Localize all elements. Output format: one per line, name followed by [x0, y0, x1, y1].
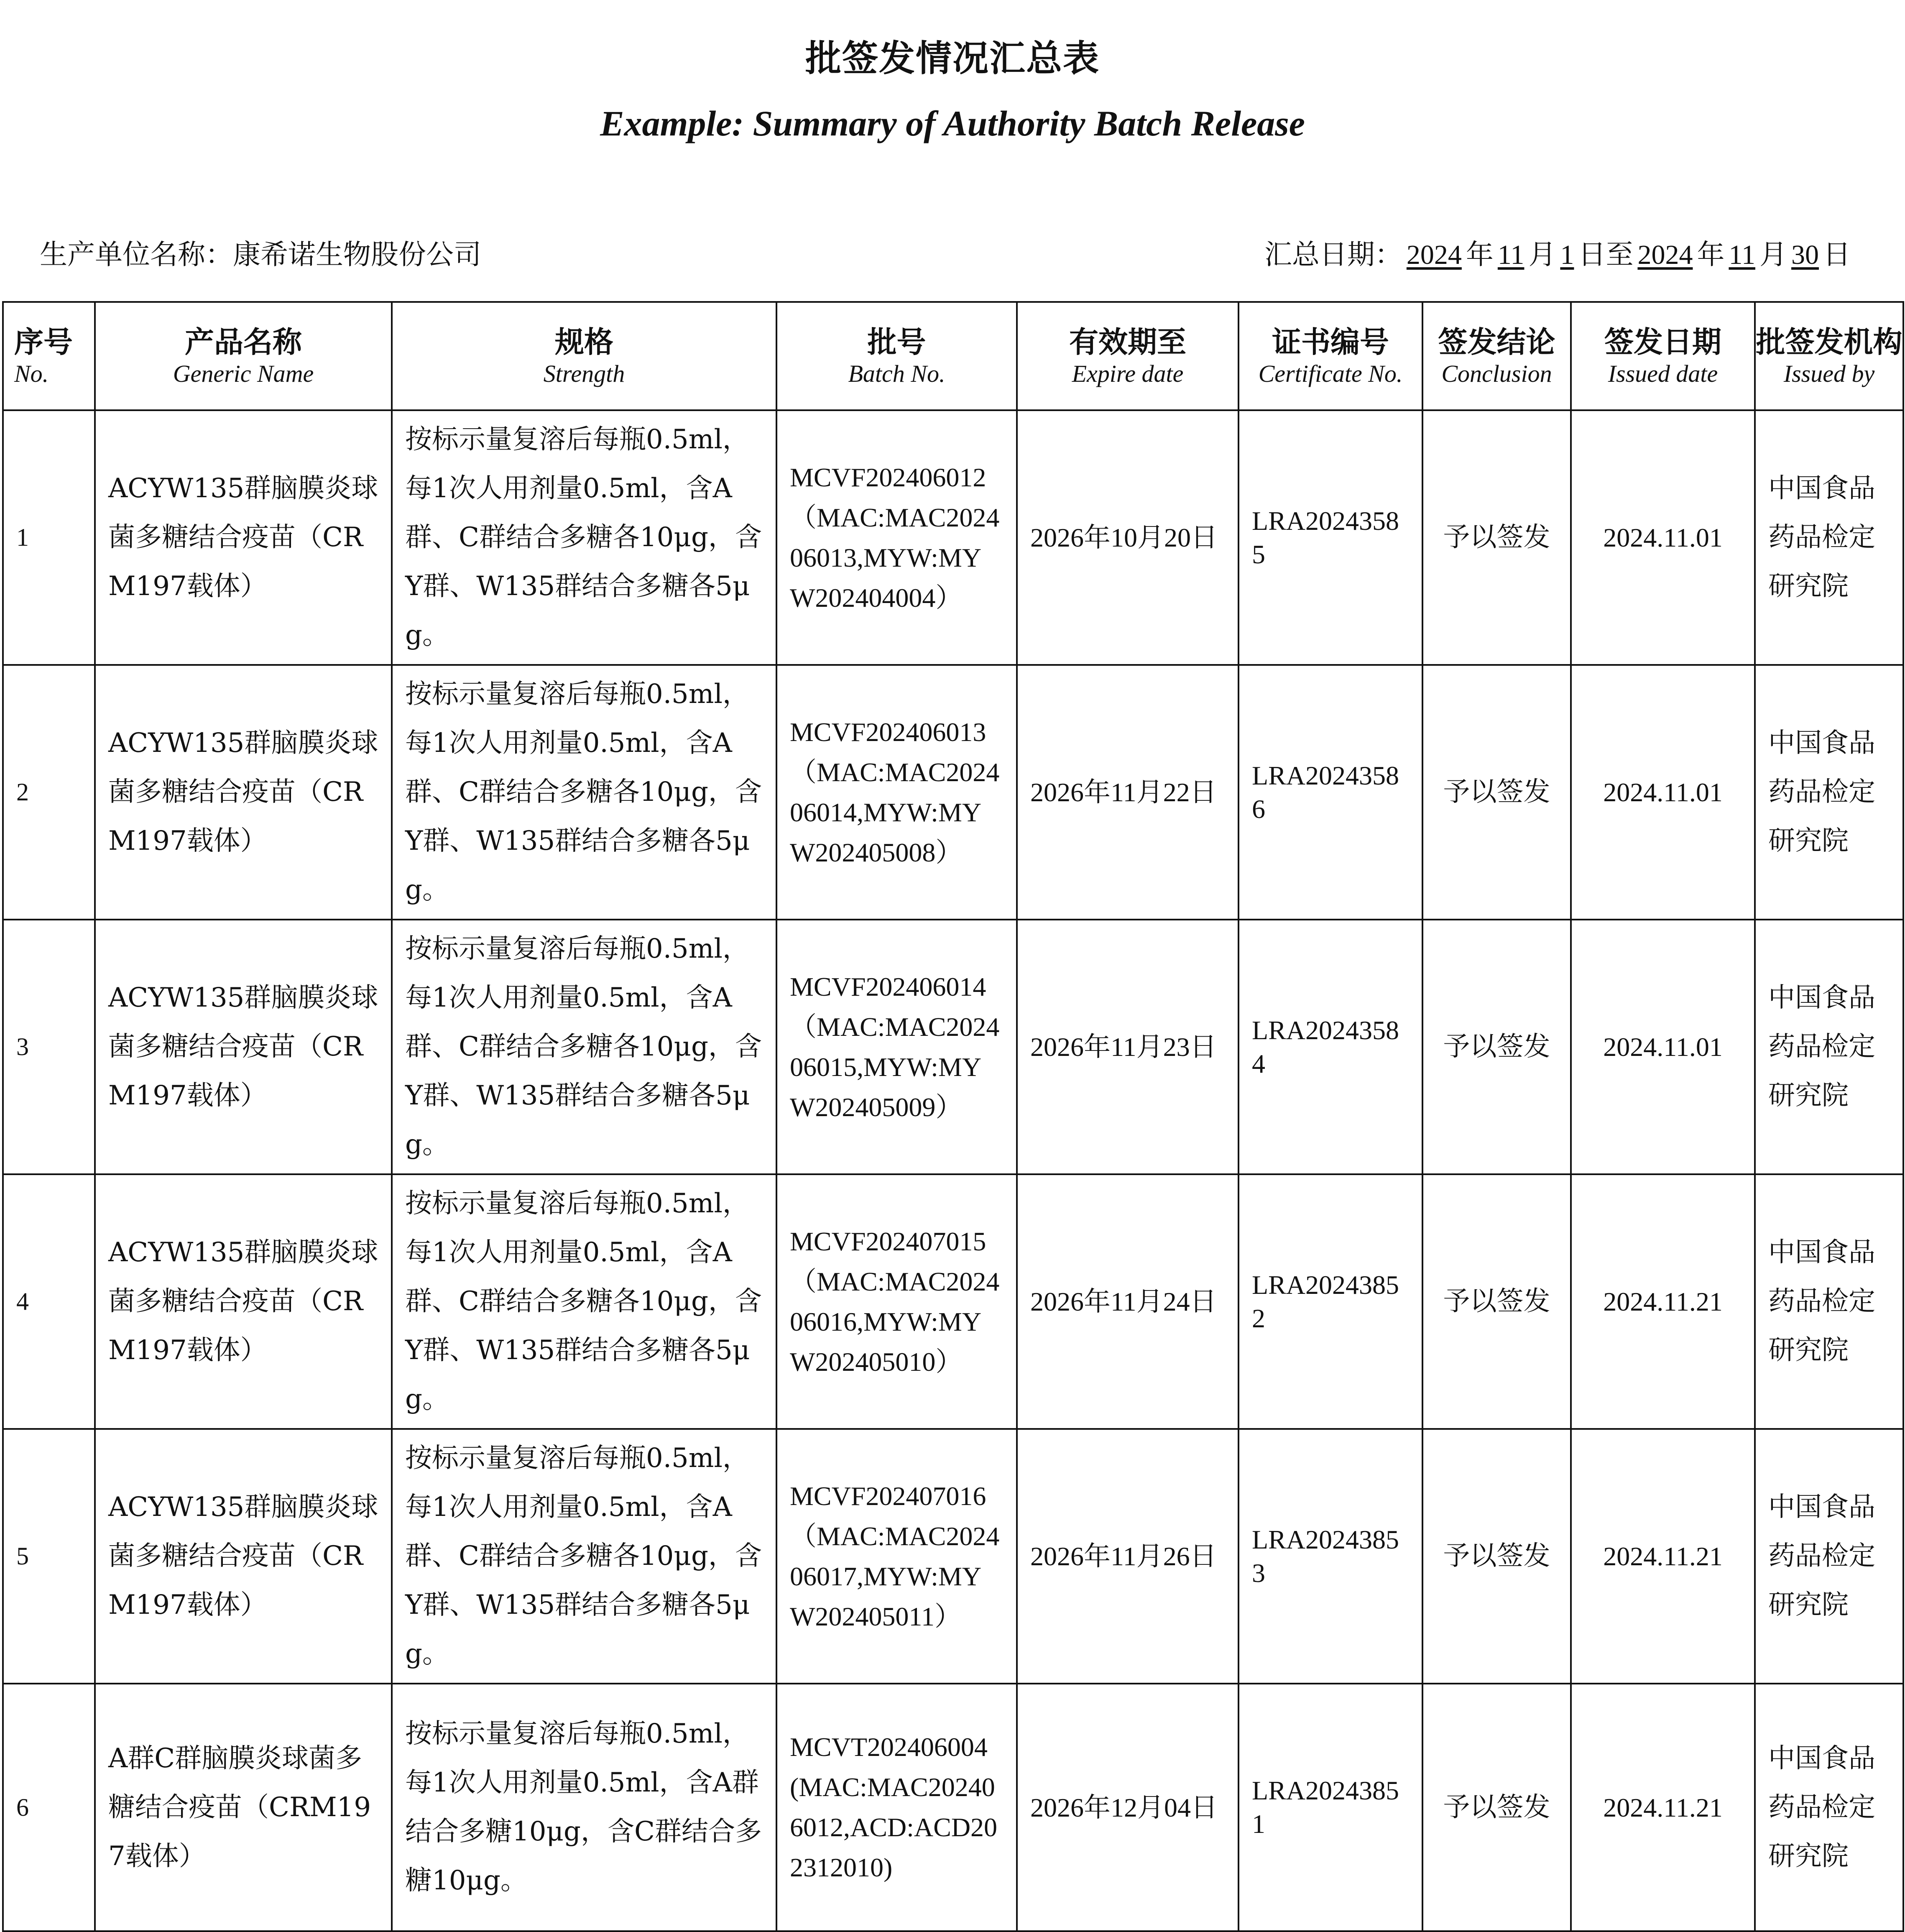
- column-header-strength: [392, 302, 776, 410]
- column-header-en: Issued date: [1608, 360, 1718, 387]
- cell-strength: 按标示量复溶后每瓶0.5ml，每1次人用剂量0.5ml，含A群、C群结合多糖各10μg，含Y群、W135群结合多糖各5μg。: [392, 665, 776, 920]
- year-char: 年: [1466, 238, 1494, 271]
- column-header-zh: 序号: [14, 324, 73, 359]
- column-header-zh: 产品名称: [185, 324, 302, 359]
- cell-issued: 2024.11.21: [1571, 1684, 1755, 1931]
- batch-release-table: [2, 301, 1904, 1932]
- cell-cert: LRA20243585: [1239, 410, 1422, 665]
- column-header-zh: 批签发机构: [1756, 324, 1902, 359]
- cell-no: 6: [3, 1684, 95, 1931]
- cell-strength: 按标示量复溶后每瓶0.5ml，每1次人用剂量0.5ml，含A群、C群结合多糖各10μg，含Y群、W135群结合多糖各5μg。: [392, 1429, 776, 1684]
- column-header-zh: 规格: [555, 324, 613, 359]
- column-header-conclusion: [1422, 302, 1571, 410]
- cell-org: 中国食品药品检定研究院: [1755, 665, 1903, 920]
- cell-conclusion: 予以签发: [1422, 1684, 1571, 1931]
- cell-strength: 按标示量复溶后每瓶0.5ml，每1次人用剂量0.5ml，含A群、C群结合多糖各10μg，含Y群、W135群结合多糖各5μg。: [392, 920, 776, 1174]
- table-row: [3, 920, 1903, 1174]
- day-char: 日: [1823, 238, 1851, 271]
- year-char: 年: [1697, 238, 1725, 271]
- table-row: [3, 410, 1903, 665]
- table-header-row: [3, 302, 1903, 410]
- cell-no: 1: [3, 410, 95, 665]
- document-subtitle: Example: Summary of Authority Batch Release: [600, 103, 1305, 143]
- cell-name: ACYW135群脑膜炎球菌多糖结合疫苗（CRM197载体）: [95, 410, 392, 665]
- column-header-en: Issued by: [1783, 360, 1875, 387]
- cell-batch: MCVF202406014（MAC:MAC202406015,MYW:MYW202405009）: [776, 920, 1017, 1174]
- cell-issued: 2024.11.21: [1571, 1174, 1755, 1429]
- cell-org: 中国食品药品检定研究院: [1755, 410, 1903, 665]
- producer-line: [40, 232, 481, 272]
- summary-period: [1264, 232, 1851, 272]
- column-header-zh: 证书编号: [1272, 324, 1389, 359]
- table-row: [3, 1429, 1903, 1684]
- table-row: [3, 1174, 1903, 1429]
- period-start-year: 2024: [1406, 240, 1462, 270]
- cell-conclusion: 予以签发: [1422, 1174, 1571, 1429]
- cell-org: 中国食品药品检定研究院: [1755, 1429, 1903, 1684]
- period-start-month: 11: [1497, 240, 1525, 270]
- cell-expire: 2026年11月22日: [1017, 665, 1239, 920]
- cell-batch: MCVF202407015（MAC:MAC202406016,MYW:MYW202405010）: [776, 1174, 1017, 1429]
- column-header-zh: 签发结论: [1438, 324, 1555, 359]
- cell-name: ACYW135群脑膜炎球菌多糖结合疫苗（CRM197载体）: [95, 1429, 392, 1684]
- column-header-zh: 有效期至: [1069, 324, 1186, 359]
- cell-name: ACYW135群脑膜炎球菌多糖结合疫苗（CRM197载体）: [95, 665, 392, 920]
- period-label: 汇总日期：: [1264, 238, 1402, 271]
- column-header-name: [95, 302, 392, 410]
- cell-expire: 2026年12月04日: [1017, 1684, 1239, 1931]
- cell-issued: 2024.11.01: [1571, 665, 1755, 920]
- cell-strength: 按标示量复溶后每瓶0.5ml，每1次人用剂量0.5ml，含A群、C群结合多糖各10μg，含Y群、W135群结合多糖各5μg。: [392, 1174, 776, 1429]
- column-header-en: Batch No.: [848, 360, 945, 387]
- period-end-month: 11: [1729, 240, 1755, 270]
- producer-name: 康希诺生物股份公司: [233, 238, 481, 271]
- period-end-day: 30: [1791, 240, 1819, 270]
- table-row: [3, 1684, 1903, 1931]
- column-header-expire: [1017, 302, 1239, 410]
- cell-expire: 2026年10月20日: [1017, 410, 1239, 665]
- cell-issued: 2024.11.01: [1571, 920, 1755, 1174]
- cell-conclusion: 予以签发: [1422, 665, 1571, 920]
- cell-no: 3: [3, 920, 95, 1174]
- cell-conclusion: 予以签发: [1422, 1429, 1571, 1684]
- cell-no: 5: [3, 1429, 95, 1684]
- column-header-en: Conclusion: [1441, 360, 1552, 387]
- column-header-en: Certificate No.: [1258, 360, 1403, 387]
- cell-issued: 2024.11.21: [1571, 1429, 1755, 1684]
- month-char: 月: [1528, 238, 1556, 271]
- cell-expire: 2026年11月23日: [1017, 920, 1239, 1174]
- cell-conclusion: 予以签发: [1422, 920, 1571, 1174]
- cell-batch: MCVF202407016（MAC:MAC202406017,MYW:MYW202405011）: [776, 1429, 1017, 1684]
- period-end-year: 2024: [1637, 240, 1693, 270]
- table-body: [3, 410, 1903, 1931]
- cell-conclusion: 予以签发: [1422, 410, 1571, 665]
- column-header-en: Strength: [543, 360, 625, 387]
- cell-name: A群C群脑膜炎球菌多糖结合疫苗（CRM197载体）: [95, 1684, 392, 1931]
- column-header-no: [3, 302, 95, 410]
- cell-cert: LRA20243584: [1239, 920, 1422, 1174]
- cell-org: 中国食品药品检定研究院: [1755, 1684, 1903, 1931]
- cell-org: 中国食品药品检定研究院: [1755, 920, 1903, 1174]
- column-header-zh: 批号: [867, 324, 926, 359]
- column-header-en: No.: [14, 360, 49, 387]
- cell-expire: 2026年11月26日: [1017, 1429, 1239, 1684]
- column-header-en: Generic Name: [173, 360, 314, 387]
- cell-name: ACYW135群脑膜炎球菌多糖结合疫苗（CRM197载体）: [95, 920, 392, 1174]
- table-row: [3, 665, 1903, 920]
- period-start-day: 1: [1560, 240, 1574, 270]
- cell-expire: 2026年11月24日: [1017, 1174, 1239, 1429]
- cell-cert: LRA20243851: [1239, 1684, 1422, 1931]
- period-to: 至: [1606, 238, 1634, 271]
- cell-cert: LRA20243853: [1239, 1429, 1422, 1684]
- column-header-cert: [1239, 302, 1422, 410]
- cell-strength: 按标示量复溶后每瓶0.5ml，每1次人用剂量0.5ml，含A群、C群结合多糖各10μg，含Y群、W135群结合多糖各5μg。: [392, 410, 776, 665]
- producer-label: 生产单位名称：: [40, 238, 233, 271]
- cell-batch: MCVF202406012（MAC:MAC202406013,MYW:MYW202404004）: [776, 410, 1017, 665]
- document-title: 批签发情况汇总表: [805, 37, 1100, 79]
- column-header-org: [1755, 302, 1903, 410]
- column-header-batch: [776, 302, 1017, 410]
- cell-batch: MCVF202406013（MAC:MAC202406014,MYW:MYW202405008）: [776, 665, 1017, 920]
- cell-name: ACYW135群脑膜炎球菌多糖结合疫苗（CRM197载体）: [95, 1174, 392, 1429]
- column-header-issued: [1571, 302, 1755, 410]
- cell-issued: 2024.11.01: [1571, 410, 1755, 665]
- day-char: 日: [1578, 238, 1606, 271]
- cell-cert: LRA20243586: [1239, 665, 1422, 920]
- cell-no: 2: [3, 665, 95, 920]
- cell-cert: LRA20243852: [1239, 1174, 1422, 1429]
- cell-no: 4: [3, 1174, 95, 1429]
- column-header-en: Expire date: [1072, 360, 1184, 387]
- month-char: 月: [1759, 238, 1787, 271]
- cell-strength: 按标示量复溶后每瓶0.5ml，每1次人用剂量0.5ml，含A群结合多糖10μg，含C群结合多糖10μg。: [392, 1684, 776, 1931]
- cell-batch: MCVT202406004(MAC:MAC202406012,ACD:ACD202312010): [776, 1684, 1017, 1931]
- cell-org: 中国食品药品检定研究院: [1755, 1174, 1903, 1429]
- column-header-zh: 签发日期: [1604, 324, 1721, 359]
